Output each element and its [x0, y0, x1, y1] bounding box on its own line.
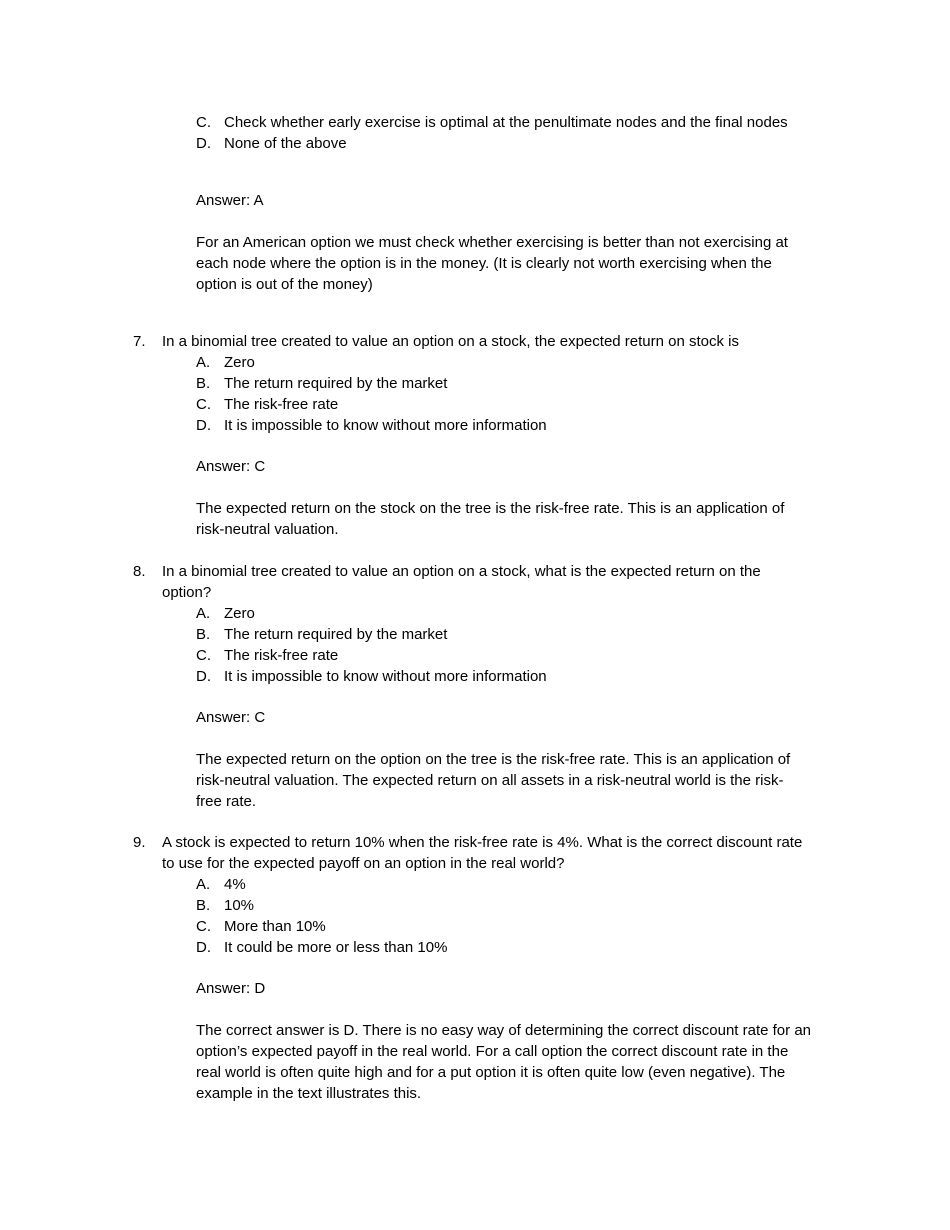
- explanation-line: risk-neutral valuation.: [196, 521, 339, 538]
- option-d: [196, 133, 846, 154]
- option-text: None of the above: [224, 135, 347, 152]
- option-c: [196, 112, 846, 133]
- q7-explanation: [196, 498, 846, 540]
- explanation-line: free rate.: [196, 793, 257, 810]
- option-a: [196, 352, 846, 373]
- option-d: [196, 666, 846, 687]
- question-number: 8.: [133, 563, 146, 580]
- option-text: More than 10%: [224, 918, 326, 935]
- q6-answer: Answer: A: [196, 192, 264, 209]
- question-number: 7.: [133, 333, 146, 350]
- q8-answer: Answer: C: [196, 709, 266, 726]
- question-text: [162, 561, 842, 603]
- option-b: [196, 624, 846, 645]
- option-c: [196, 394, 846, 415]
- option-letter: D.: [196, 135, 211, 152]
- question-text: [162, 832, 842, 874]
- option-letter: A.: [196, 876, 211, 893]
- option-text: The risk-free rate: [224, 396, 339, 413]
- question-9: [133, 832, 833, 874]
- explanation-line: The expected return on the option on the tree is the risk-free rate. This is an application of: [196, 751, 791, 768]
- option-letter: B.: [196, 375, 211, 392]
- q6-explanation: [196, 232, 846, 295]
- q9-answer: Answer: D: [196, 980, 266, 997]
- option-b: [196, 373, 846, 394]
- option-b: [196, 895, 846, 916]
- q9-options: [196, 874, 846, 958]
- option-text: Zero: [224, 354, 255, 371]
- option-a: [196, 603, 846, 624]
- explanation-line: option’s expected payoff in the real world. For a call option the correct discount rate in the: [196, 1043, 789, 1060]
- question-text-line: option?: [162, 584, 212, 601]
- question-text-line: In a binomial tree created to value an option on a stock, the expected return on stock is: [162, 333, 740, 350]
- option-text: Zero: [224, 605, 255, 622]
- option-letter: A.: [196, 354, 211, 371]
- explanation-line: risk-neutral valuation. The expected return on all assets in a risk-neutral world is the risk-: [196, 772, 784, 789]
- question-8: [133, 561, 833, 603]
- explanation-line: real world is often quite high and for a put option it is often quite low (even negative). The: [196, 1064, 786, 1081]
- explanation-line: For an American option we must check whether exercising is better than not exercising at: [196, 234, 788, 251]
- explanation-line: The expected return on the stock on the tree is the risk-free rate. This is an application of: [196, 500, 785, 517]
- option-text: 10%: [224, 897, 255, 914]
- option-letter: C.: [196, 647, 211, 664]
- option-text: Check whether early exercise is optimal at the penultimate nodes and the final nodes: [224, 114, 788, 131]
- option-letter: D.: [196, 939, 211, 956]
- q8-options: [196, 603, 846, 687]
- option-letter: B.: [196, 897, 211, 914]
- option-d: [196, 937, 846, 958]
- option-text: The return required by the market: [224, 375, 448, 392]
- option-text: It could be more or less than 10%: [224, 939, 448, 956]
- option-letter: D.: [196, 417, 211, 434]
- option-letter: B.: [196, 626, 211, 643]
- option-text: The return required by the market: [224, 626, 448, 643]
- option-letter: C.: [196, 114, 211, 131]
- option-text: It is impossible to know without more information: [224, 668, 547, 685]
- question-text: [162, 331, 842, 352]
- explanation-line: each node where the option is in the money. (It is clearly not worth exercising when the: [196, 255, 772, 272]
- option-letter: D.: [196, 668, 211, 685]
- explanation-line: The correct answer is D. There is no easy way of determining the correct discount rate for an: [196, 1022, 811, 1039]
- option-text: It is impossible to know without more information: [224, 417, 547, 434]
- question-number: 9.: [133, 834, 146, 851]
- option-a: [196, 874, 846, 895]
- option-c: [196, 645, 846, 666]
- question-7: [133, 331, 833, 352]
- explanation-line: example in the text illustrates this.: [196, 1085, 422, 1102]
- q9-explanation: [196, 1020, 846, 1104]
- option-letter: C.: [196, 918, 211, 935]
- option-letter: A.: [196, 605, 211, 622]
- q7-options: [196, 352, 846, 436]
- option-text: 4%: [224, 876, 246, 893]
- option-c: [196, 916, 846, 937]
- explanation-line: option is out of the money): [196, 276, 373, 293]
- option-text: The risk-free rate: [224, 647, 339, 664]
- q6-options: [196, 112, 846, 154]
- option-letter: C.: [196, 396, 211, 413]
- option-d: [196, 415, 846, 436]
- q7-answer: Answer: C: [196, 458, 266, 475]
- question-text-line: In a binomial tree created to value an option on a stock, what is the expected return on the: [162, 563, 761, 580]
- question-text-line: A stock is expected to return 10% when the risk-free rate is 4%. What is the correct discount rate: [162, 834, 803, 851]
- q8-explanation: [196, 749, 846, 812]
- question-text-line: to use for the expected payoff on an option in the real world?: [162, 855, 565, 872]
